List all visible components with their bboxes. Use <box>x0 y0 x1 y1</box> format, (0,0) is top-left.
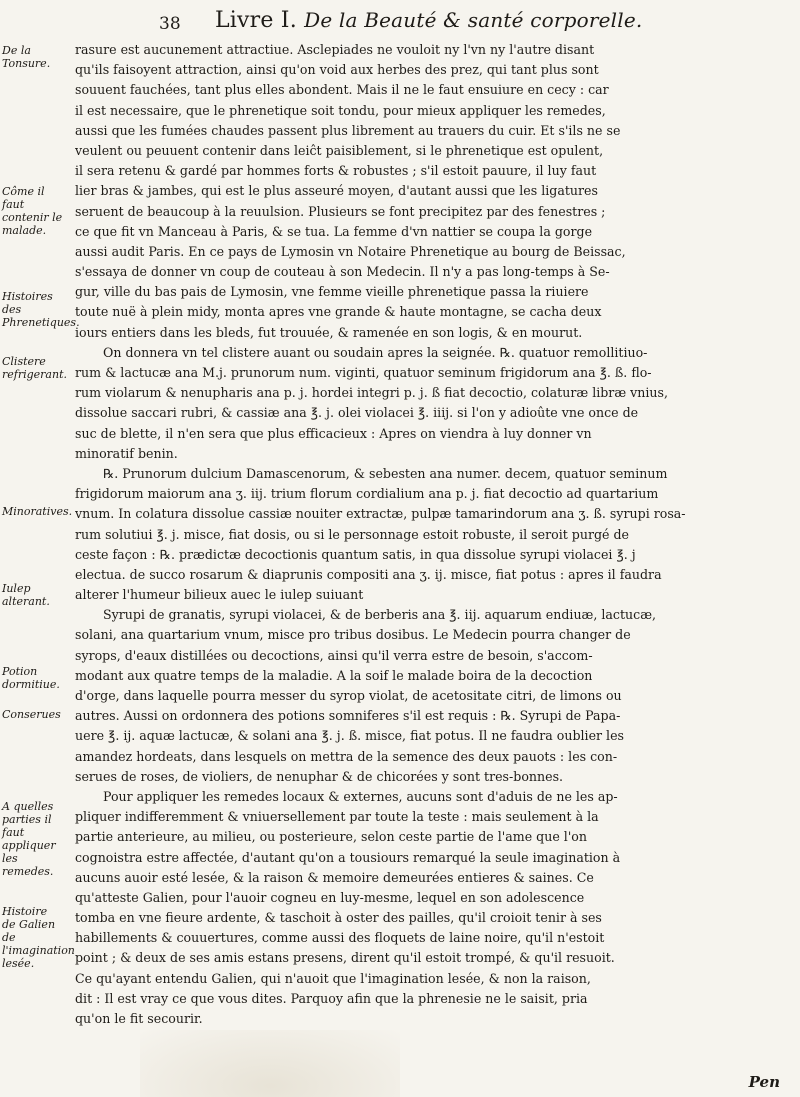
text-line: amandez hordeats, dans lesquels on mettra de la semence des deux pauots : les con- <box>75 748 618 764</box>
text-line: On donnera vn tel clistere auant ou soudain apres la seignée. ℞. quatuor remollitiuo- <box>103 344 648 360</box>
running-title: De la Beauté & santé corporelle. <box>304 8 643 32</box>
running-head <box>215 8 642 33</box>
text-line: pliquer indifferemment & vniuersellement par toute la teste : mais seulement à la <box>75 809 599 825</box>
margin-note: Iulep alterant. <box>2 582 50 608</box>
text-line: souuent fauchées, tant plus elles abondent. Mais il ne le faut ensuiure en cecy : car <box>75 82 609 98</box>
text-line: ce que fit vn Manceau à Paris, & se tua. La femme d'vn nattier se coupa la gorge <box>75 223 593 239</box>
text-line: point ; & deux de ses amis estans presens, dirent qu'il estoit trompé, & qu'il resuoit. <box>75 950 615 966</box>
text-line: aussi audit Paris. En ce pays de Lymosin vn Notaire Phrenetique au bourg de Beissac, <box>75 243 626 259</box>
text-line: uere ℥. ij. aquæ lactucæ, & solani ana ℥. j. ß. misce, fiat potus. Il ne faudra oublier les <box>75 728 624 744</box>
text-line: serues de roses, de violiers, de nenuphar & de chicorées y sont tres-bonnes. <box>75 768 564 784</box>
text-line: modant aux quatre temps de la maladie. A la soif le malade boira de la decoction <box>75 667 593 683</box>
text-line: aussi que les fumées chaudes passent plus librement au trauers du cuir. Et s'ils ne se <box>75 122 621 138</box>
text-line: ceste façon : ℞. prædictæ decoctionis quantum satis, in qua dissolue syrupi violacei ℥. j <box>75 546 636 562</box>
text-body <box>75 40 787 1029</box>
text-line: ℞. Prunorum dulcium Damascenorum, & sebesten ana numer. decem, quatuor seminum <box>103 465 668 481</box>
text-line: aucuns auoir esté lesée, & la raison & memoire demeurées entieres & saines. Ce <box>75 869 594 885</box>
text-line: suc de blette, il n'en sera que plus efficacieux : Apres on viendra à luy donner vn <box>75 425 592 441</box>
text-line: rasure est aucunement attractiue. Asclepiades ne vouloit ny l'vn ny l'autre disant <box>75 42 595 57</box>
text-line: Pour appliquer les remedes locaux & externes, aucuns sont d'aduis de ne les ap- <box>103 788 618 804</box>
margin-note: Histoire de Galien de l'imagination lesée. <box>2 905 75 970</box>
text-line: rum & lactucæ ana M.j. prunorum num. viginti, quatuor seminum frigidorum ana ℥. ß. flo- <box>75 365 652 380</box>
text-line: rum solutiui ℥. j. misce, fiat dosis, ou si le personnage estoit robuste, il seroit purgé de <box>75 526 630 542</box>
text-line: autres. Aussi on ordonnera des potions somniferes s'il est requis : ℞. Syrupi de Papa- <box>75 708 621 724</box>
text-line: solani, ana quartarium vnum, misce pro tribus dosibus. Le Medecin pourra changer de <box>75 627 631 643</box>
margin-note: Clistere refrigerant. <box>2 355 67 381</box>
text-line: iours entiers dans les bleds, fut trouuée, & ramenée en son logis, & en mourut. <box>75 324 583 340</box>
page-number: 38 <box>159 14 181 34</box>
text-line: il sera retenu & gardé par hommes forts & robustes ; s'il estoit pauure, il luy faut <box>75 163 597 179</box>
margin-note: Histoires des Phrenetiques. <box>2 290 80 329</box>
book-label: Livre I. <box>215 8 297 33</box>
text-line: alterer l'humeur bilieux auec le iulep suiuant <box>75 587 364 603</box>
margin-note: Minoratives. <box>2 505 73 518</box>
text-line: frigidorum maiorum ana ʒ. iij. trium florum cordialium ana p. j. fiat decoctio ad quartarium <box>75 486 659 502</box>
text-line: qu'ils faisoyent attraction, ainsi qu'on void aux herbes des prez, qui tant plus sont <box>75 62 599 78</box>
text-line: qu'on le fit secourir. <box>75 1011 203 1026</box>
margin-note: Côme il faut contenir le malade. <box>2 185 63 237</box>
text-line: Syrupi de granatis, syrupi violacei, & de berberis ana ℥. iij. aquarum endiuæ, lactucæ, <box>103 607 657 623</box>
text-line: veulent ou peuuent contenir dans leiĉt paisiblement, si le phrenetique est opulent, <box>75 142 604 158</box>
text-line: s'essaya de donner vn coup de couteau à son Medecin. Il n'y a pas long-temps à Se- <box>75 264 610 280</box>
text-line: Ce qu'ayant entendu Galien, qui n'auoit que l'imagination lesée, & non la raison, <box>75 970 591 986</box>
margin-note: De la Tonsure. <box>2 44 51 70</box>
text-line: vnum. In colatura dissolue cassiæ nouiter extractæ, pulpæ tamarindorum ana ʒ. ß. syrupi rosa- <box>75 506 686 522</box>
text-line: electua. de succo rosarum & diaprunis compositi ana ʒ. ij. misce, fiat potus : apres il faudra <box>75 566 662 582</box>
text-line: rum violarum & nenupharis ana p. j. hordei integri p. j. ß fiat decoctio, colaturæ libræ vnius, <box>75 385 669 401</box>
text-line: syrops, d'eaux distillées ou decoctions, ainsi qu'il verra estre de besoin, s'accom- <box>75 647 593 663</box>
text-line: lier bras & jambes, qui est le plus asseuré moyen, d'autant aussi que les ligatures <box>75 183 598 199</box>
text-line: qu'atteste Galien, pour l'auoir cogneu en luy-mesme, lequel en son adolescence <box>75 889 585 905</box>
text-line: cognoistra estre affectée, d'autant qu'on a tousiours remarqué la seule imagination à <box>75 849 621 865</box>
page-header <box>55 6 760 40</box>
text-line: tomba en vne fieure ardente, & taschoit à oster des pailles, qu'il croioit tenir à ses <box>75 910 602 926</box>
text-line: d'orge, dans laquelle pourra messer du syrop violat, de acetositate citri, de limons ou <box>75 688 622 703</box>
text-line: toute nuë à plein midy, monta apres vne grande & haute montagne, se cacha deux <box>75 304 602 320</box>
text-line: il est necessaire, que le phrenetique soit tondu, pour mieux appliquer les remedes, <box>75 102 606 118</box>
margin-note: Conserues <box>2 708 61 721</box>
text-line: gur, ville du bas pais de Lymosin, vne femme vieille phrenetique passa la riuiere <box>75 284 589 300</box>
text-line: minoratif benin. <box>75 445 178 461</box>
catchword: Pen <box>748 1073 780 1091</box>
text-line: dit : Il est vray ce que vous dites. Parquoy afin que la phrenesie ne le saisit, pria <box>75 990 588 1006</box>
text-line: seruent de beaucoup à la reuulsion. Plusieurs se font precipitez par des fenestres ; <box>75 203 606 219</box>
text-line: dissolue saccari rubri, & cassiæ ana ℥. j. olei violacei ℥. iiij. si l'on y adioûte vne once de <box>75 405 639 421</box>
text-line: habillements & couuertures, comme aussi des floquets de laine noire, qu'il n'estoit <box>75 930 605 946</box>
margin-note: A quelles parties il faut appliquer les remedes. <box>2 800 56 878</box>
page-fold-shadow <box>140 1030 400 1097</box>
text-line: partie anterieure, au milieu, ou posterieure, selon ceste partie de l'ame que l'on <box>75 829 587 845</box>
margin-note: Potion dormitiue. <box>2 665 60 691</box>
